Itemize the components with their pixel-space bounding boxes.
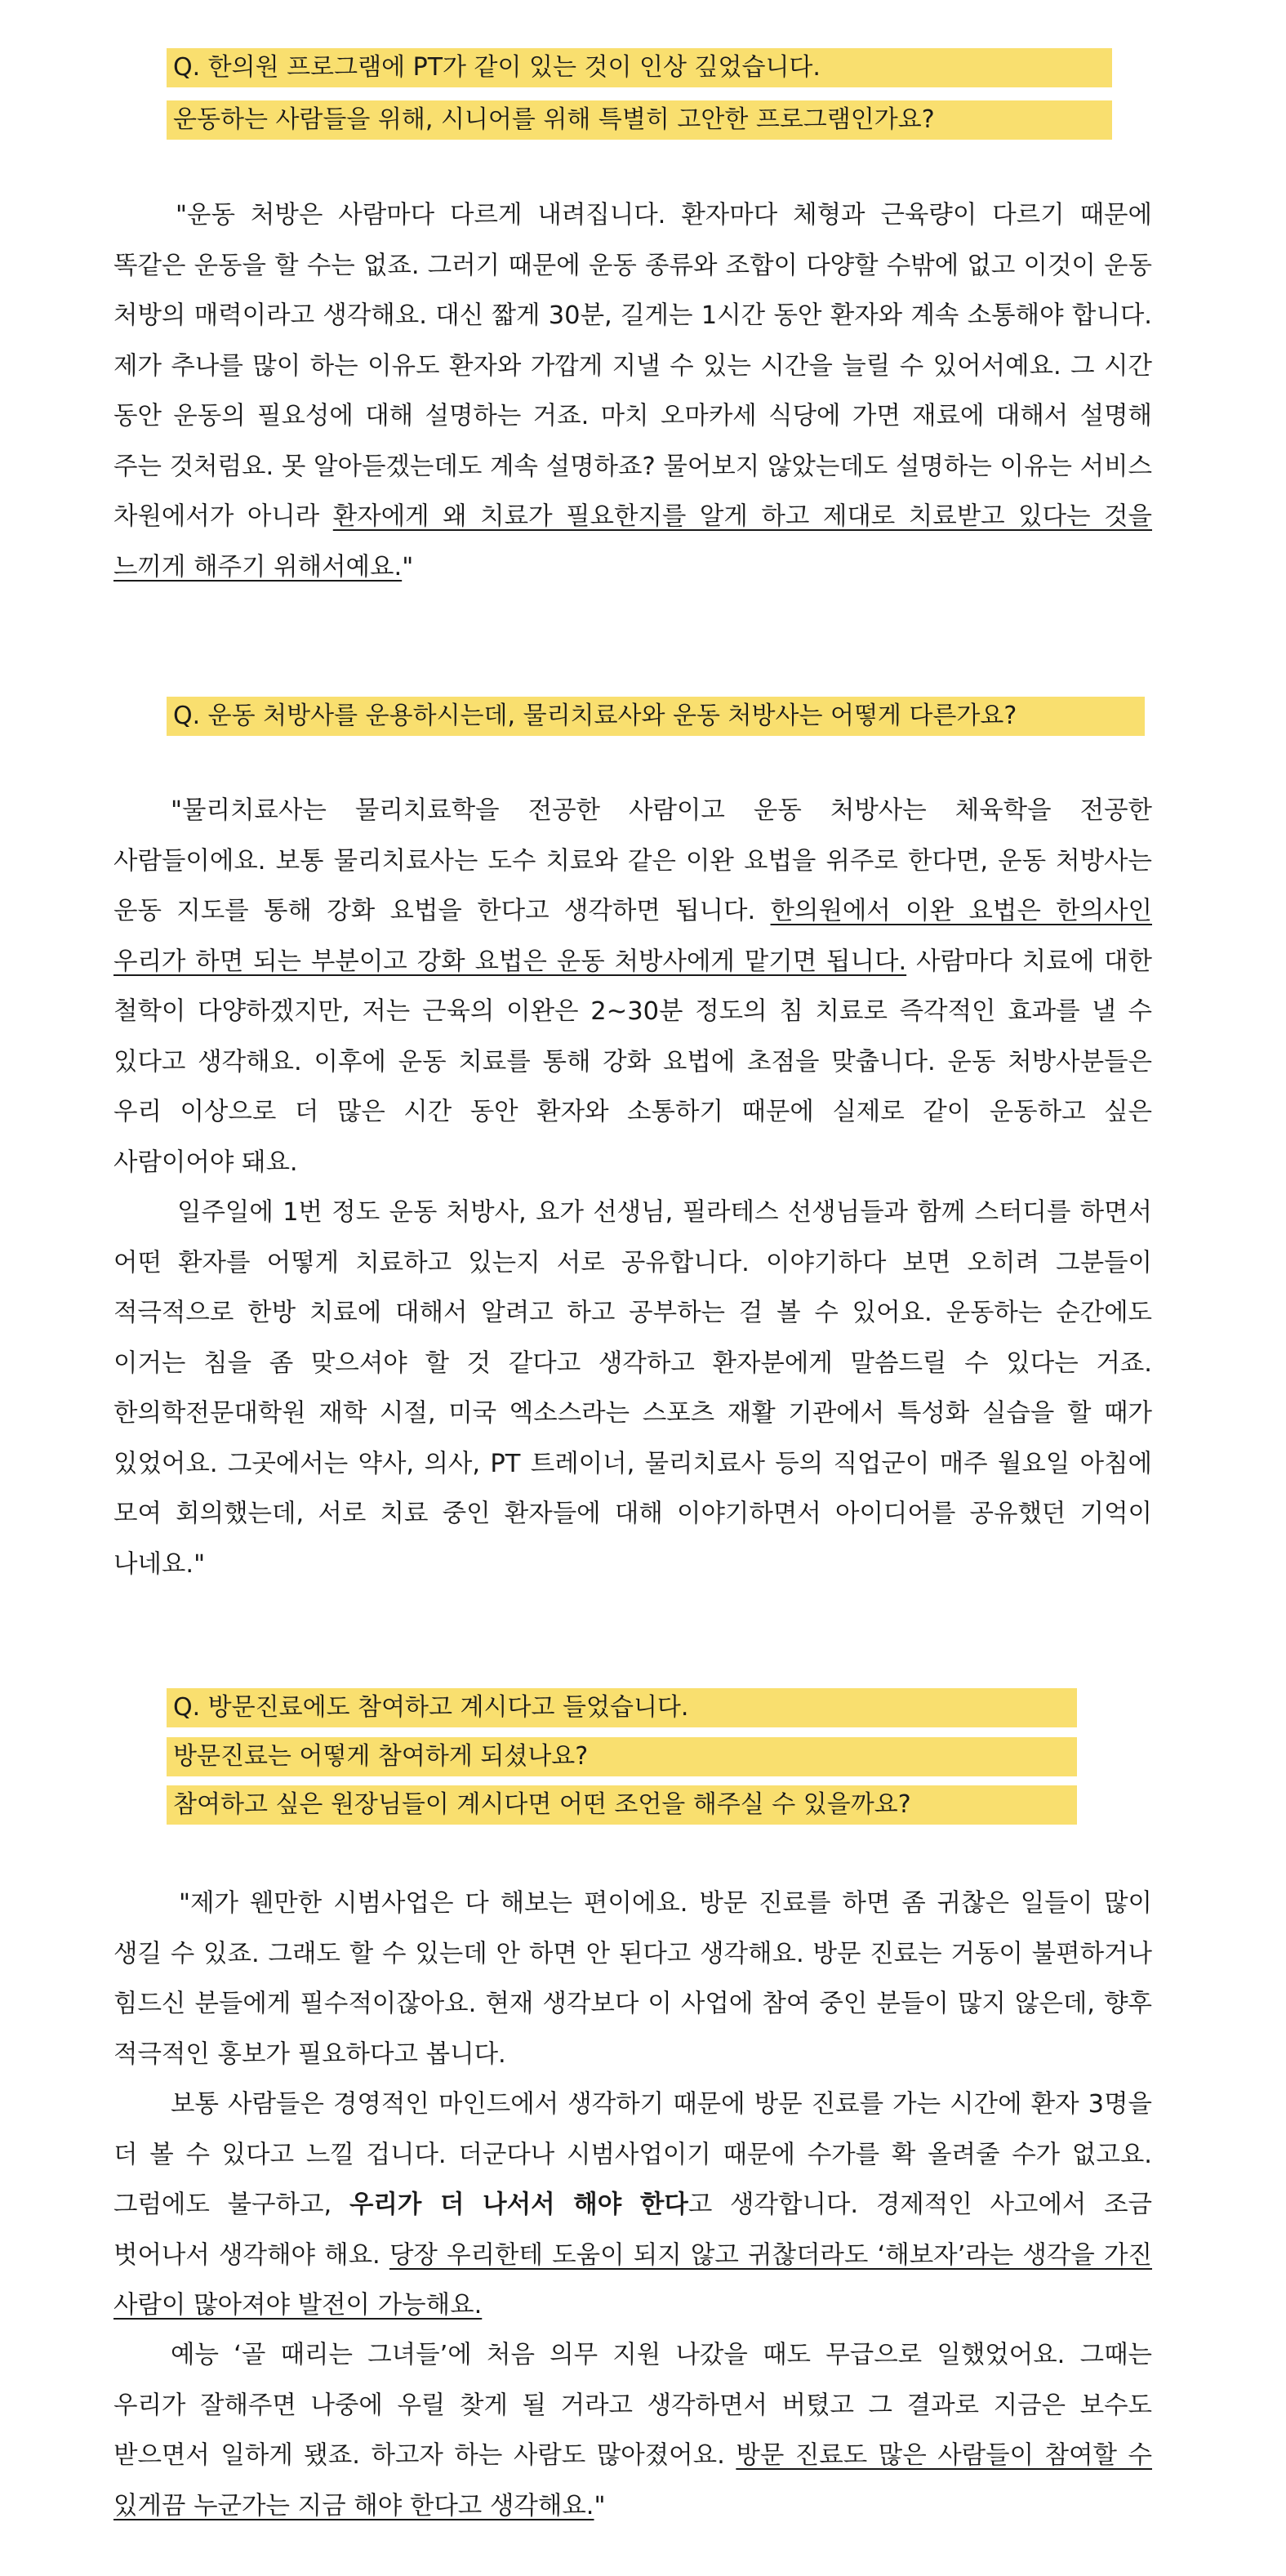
answer-3-paragraph-2 [113, 2079, 1152, 2331]
answer-1-close-quote: " [402, 552, 414, 582]
answer-1-underlined: 환자에게 왜 치료가 필요한지를 알게 하고 제대로 치료받고 있다는 것을 느끼게 해주기 위해서예요. [113, 502, 1153, 582]
question-1-line-2: 운동하는 사람들을 위해, 시니어를 위해 특별히 고안한 프로그램인가요? [167, 100, 1112, 140]
answer-3-text-mid: 고 생각합니다. 경제적인 사고에서 조금 벗어나서 생각해야 해요. [113, 2190, 1152, 2270]
answer-3-p3-underlined: 방문 진료도 많은 사람들이 참여할 수 있게끔 누군가는 지금 해야 한다고 생각해요. [113, 2441, 1152, 2520]
question-3-line-2: 방문진료는 어떻게 참여하게 되셨나요? [167, 1737, 1077, 1776]
question-3-line-3: 참여하고 싶은 원장님들이 계시다면 어떤 조언을 해주실 수 있을까요? [167, 1785, 1077, 1825]
answer-2-text-rest: 사람마다 치료에 대한 철학이 다양하겠지만, 저는 근육의 이완은 2~30분 정도의 침 치료로 즉각적인 효과를 낼 수 있다고 생각해요. 이후에 운동 치료를 통해 강화 요법에 초점을 맞춥니다. 운동 처방사분들은 우리 이상으로 더 많은 시간 동안 환자와 소통하기 때문에 실제로 같이 운동하고 싶은 사람이어야 돼요. [113, 947, 1152, 1177]
answer-2-underlined: 한의원에서 이완 요법은 한의사인 우리가 하면 되는 부분이고 강화 요법은 운동 처방사에게 맡기면 됩니다. [113, 897, 1152, 976]
answer-3-underlined: 당장 우리한테 도움이 되지 않고 귀찮더라도 ‘해보자’라는 생각을 가진 사람이 많아져야 발전이 가능해요. [113, 2240, 1152, 2320]
answer-2-paragraph-2: 일주일에 1번 정도 운동 처방사, 요가 선생님, 필라테스 선생님들과 함께 스터디를 하면서 어떤 환자를 어떻게 치료하고 있는지 서로 공유합니다. 이야기하다 보면 오히려 그분들이 적극적으로 한방 치료에 대해서 알려고 하고 공부하는 걸 볼 수 있어요. 운동하는 순간에도 이거는 침을 좀 맞으셔야 할 것 같다고 생각하고 환자분에게 말씀드릴 수 있다는 거죠. 한의학전문대학원 재학 시절, 미국 엑소스라는 스포츠 재활 기관에서 특성화 실습을 할 때가 있었어요. 그곳에서는 약사, 의사, PT 트레이너, 물리치료사 등의 직업군이 매주 월요일 아침에 모여 회의했는데, 서로 치료 중인 환자들에 대해 이야기하면서 아이디어를 공유했던 기억이 나네요." [113, 1198, 1152, 1579]
answer-1-paragraph [113, 190, 1152, 592]
answer-2-text: "물리치료사는 물리치료학을 전공한 사람이고 운동 처방사는 체육학을 전공한 사람들이에요. 보통 물리치료사는 도수 치료와 같은 이완 요법을 위주로 한다면, 운동 처방사는 운동 지도를 통해 강화 요법을 한다고 생각하면 됩니다. [113, 796, 1152, 925]
answer-3-bold: 우리가 더 나서서 해야 한다 [349, 2190, 688, 2219]
answer-1-text: "운동 처방은 사람마다 다르게 내려집니다. 환자마다 체형과 근육량이 다르기 때문에 똑같은 운동을 할 수는 없죠. 그러기 때문에 운동 종류와 조합이 다양할 수밖에 없고 이것이 운동 처방의 매력이라고 생각해요. 대신 짧게 30분, 길게는 1시간 동안 환자와 계속 소통해야 합니다. 제가 추나를 많이 하는 이유도 환자와 가깝게 지낼 수 있는 시간을 늘릴 수 있어서예요. 그 시간 동안 운동의 필요성에 대해 설명하는 거죠. 마치 오마카세 식당에 가면 재료에 대해서 설명해 주는 것처럼요. 못 알아듣겠는데도 계속 설명하죠? 물어보지 않았는데도 설명하는 이유는 서비스 차원에서가 아니라 [113, 201, 1152, 531]
answer-3-p3-close-quote: " [594, 2491, 606, 2520]
question-2: Q. 운동 처방사를 운용하시는데, 물리치료사와 운동 처방사는 어떻게 다른가요? [167, 697, 1145, 736]
answer-3-paragraph-1: "제가 웬만한 시범사업은 다 해보는 편이에요. 방문 진료를 하면 좀 귀찮은 일들이 많이 생길 수 있죠. 그래도 할 수 있는데 안 하면 안 된다고 생각해요. 방문 진료는 거동이 불편하거나 힘드신 분들에게 필수적이잖아요. 현재 생각보다 이 사업에 참여 중인 분들이 많지 않은데, 향후 적극적인 홍보가 필요하다고 봅니다. [113, 1889, 1152, 2069]
question-3-line-1: Q. 방문진료에도 참여하고 계시다고 들었습니다. [167, 1688, 1077, 1727]
answer-3-paragraph-3 [113, 2330, 1152, 2531]
answer-3-text: 보통 사람들은 경영적인 마인드에서 생각하기 때문에 방문 진료를 가는 시간에 환자 3명을 더 볼 수 있다고 느낄 겁니다. 더군다나 시범사업이기 때문에 수가를 확 올려줄 수가 없고요. 그럼에도 불구하고, [113, 2090, 1152, 2219]
answer-2-paragraph-1 [113, 786, 1152, 1188]
question-1-line-1: Q. 한의원 프로그램에 PT가 같이 있는 것이 인상 깊었습니다. [167, 48, 1112, 87]
answer-3-p3-text: 예능 ‘골 때리는 그녀들’에 처음 의무 지원 나갔을 때도 무급으로 일했었어요. 그때는 우리가 잘해주면 나중에 우릴 찾게 될 거라고 생각하면서 버텼고 그 결과로 지금은 보수도 받으면서 일하게 됐죠. 하고자 하는 사람도 많아졌어요. [113, 2341, 1152, 2470]
